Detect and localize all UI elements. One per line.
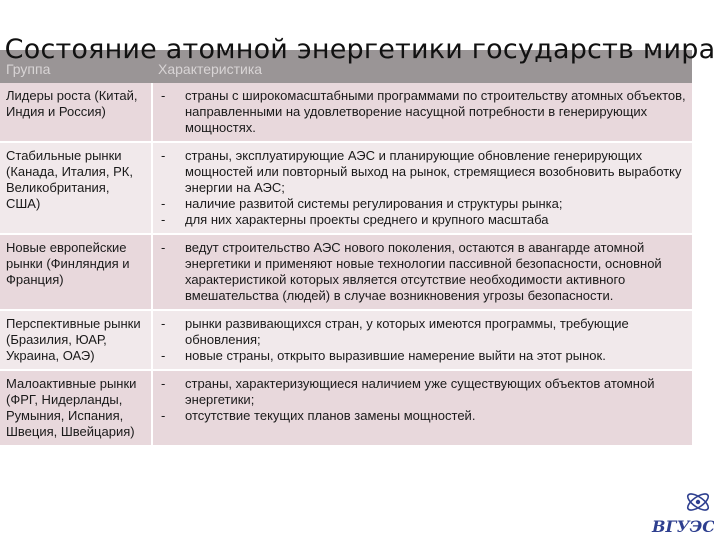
characteristic-cell <box>152 234 692 310</box>
logo-text: ВГУЭС <box>652 517 714 536</box>
list-item <box>159 348 686 364</box>
table-row <box>0 370 692 446</box>
bullet-dash: - <box>161 88 166 103</box>
group-cell: Лидеры роста (Китай, Индия и Россия) <box>0 83 152 142</box>
item-text: наличие развитой системы регулирования и структуры рынка; <box>185 196 563 211</box>
bullet-dash: - <box>161 212 166 227</box>
item-text: рынки развивающихся стран, у которых имеются программы, требующие обновления; <box>185 316 629 347</box>
list-item <box>159 376 686 408</box>
characteristic-cell <box>152 370 692 446</box>
group-cell: Перспективные рынки (Бразилия, ЮАР, Украина, ОАЭ) <box>0 310 152 370</box>
list-item <box>159 88 686 136</box>
nuclear-markets-table <box>0 50 692 447</box>
item-text: для них характерны проекты среднего и крупного масштаба <box>185 212 549 227</box>
item-text: страны, эксплуатирующие АЭС и планирующие обновление генерирующих мощностей или повторный выход на рынок, стремящиеся возобновить выработку энергии на АЭС; <box>185 148 682 195</box>
bullet-dash: - <box>161 408 166 423</box>
table-row <box>0 310 692 370</box>
item-text: страны, характеризующиеся наличием уже существующих объектов атомной энергетики; <box>185 376 655 407</box>
list-item <box>159 212 686 228</box>
item-text: ведут строительство АЭС нового поколения, остаются в авангарде атомной энергетики и применяют новые технологии пассивной безопасности, основной характеристикой которых является отсутствие необходимости активного вмешательства (людей) в случае возникновения угрозы безопасности. <box>185 240 662 303</box>
bullet-dash: - <box>161 240 166 255</box>
characteristic-cell <box>152 142 692 234</box>
group-cell: Новые европейские рынки (Финляндия и Франция) <box>0 234 152 310</box>
university-logo <box>650 488 714 536</box>
item-text: новые страны, открыто выразившие намерение выйти на этот рынок. <box>185 348 606 363</box>
list-item <box>159 196 686 212</box>
list-item <box>159 148 686 196</box>
characteristic-cell <box>152 310 692 370</box>
header-characteristic: Характеристика <box>152 50 692 83</box>
bullet-dash: - <box>161 196 166 211</box>
slide-title: Состояние атомной энергетики государств мира <box>4 34 716 65</box>
list-item <box>159 316 686 348</box>
bullet-dash: - <box>161 316 166 331</box>
item-text: страны с широкомасштабными программами по строительству атомных объектов, направленными на удовлетворение насущной потребности в генерирующих мощностях. <box>185 88 686 135</box>
table-row <box>0 142 692 234</box>
header-group: Группа <box>0 50 152 83</box>
list-item <box>159 240 686 304</box>
bullet-dash: - <box>161 348 166 363</box>
group-cell: Стабильные рынки (Канада, Италия, РК, Великобритания, США) <box>0 142 152 234</box>
atom-orbit-logo-icon <box>650 488 714 536</box>
characteristic-cell <box>152 83 692 142</box>
bullet-dash: - <box>161 376 166 391</box>
item-text: отсутствие текущих планов замены мощностей. <box>185 408 476 423</box>
table-row <box>0 83 692 142</box>
group-cell: Малоактивные рынки (ФРГ, Нидерланды, Румыния, Испания, Швеция, Швейцария) <box>0 370 152 446</box>
bullet-dash: - <box>161 148 166 163</box>
list-item <box>159 408 686 424</box>
table-row <box>0 234 692 310</box>
